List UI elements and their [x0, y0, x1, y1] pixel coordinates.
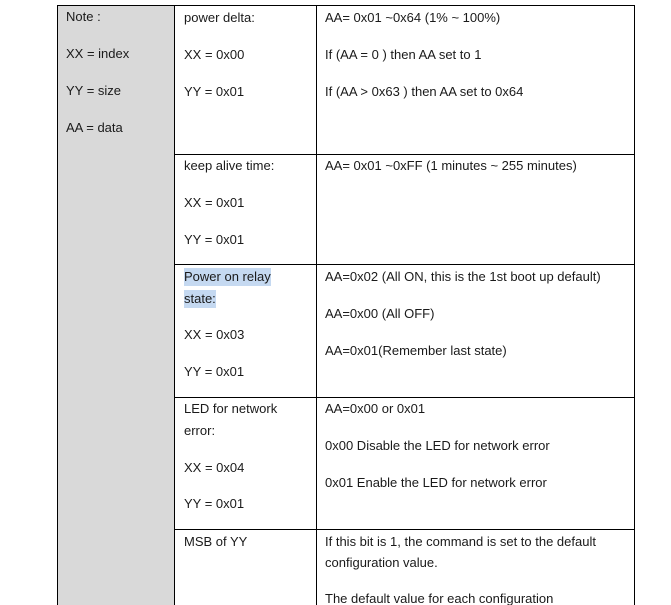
desc-lower-bound: If (AA = 0 ) then AA set to 1 — [325, 47, 482, 62]
desc-disable: 0x00 Disable the LED for network error — [325, 438, 550, 453]
column-divider — [316, 5, 317, 605]
desc-all-on: AA=0x02 (All ON, this is the 1st boot up default) — [325, 269, 601, 284]
param-index: XX = 0x04 — [184, 460, 245, 475]
param-msb-of-yy: MSB of YY — [184, 534, 248, 549]
desc-range: AA= 0x01 ~0x64 (1% ~ 100%) — [325, 10, 501, 25]
param-size: YY = 0x01 — [184, 84, 245, 99]
row-divider — [175, 397, 635, 398]
table-top-border — [57, 5, 635, 6]
desc-range: AA= 0x01 ~0xFF (1 minutes ~ 255 minutes) — [325, 158, 577, 173]
note-size-definition: YY = size — [66, 83, 122, 98]
desc-default-value: The default value for each configuration — [325, 591, 554, 605]
note-title: Note : — [66, 9, 101, 24]
param-power-on-relay-state-cont: state: — [184, 291, 216, 306]
param-keep-alive-time: keep alive time: — [184, 158, 275, 173]
desc-enable: 0x01 Enable the LED for network error — [325, 475, 547, 490]
param-size: YY = 0x01 — [184, 232, 245, 247]
param-index: XX = 0x03 — [184, 327, 245, 342]
param-led-network-error-cont: error: — [184, 423, 216, 438]
desc-all-off: AA=0x00 (All OFF) — [325, 306, 435, 321]
desc-remember-last: AA=0x01(Remember last state) — [325, 343, 507, 358]
row-divider — [175, 154, 635, 155]
desc-default-flag-cont: configuration value. — [325, 555, 438, 570]
param-size: YY = 0x01 — [184, 496, 245, 511]
param-size: YY = 0x01 — [184, 364, 245, 379]
table-right-border — [634, 5, 635, 605]
note-index-definition: XX = index — [66, 46, 130, 61]
note-column — [57, 5, 175, 605]
param-led-network-error: LED for network — [184, 401, 278, 416]
row-divider — [175, 264, 635, 265]
param-index: XX = 0x01 — [184, 195, 245, 210]
desc-values: AA=0x00 or 0x01 — [325, 401, 426, 416]
note-data-definition: AA = data — [66, 120, 123, 135]
desc-upper-bound: If (AA > 0x63 ) then AA set to 0x64 — [325, 84, 524, 99]
desc-default-flag: If this bit is 1, the command is set to the default — [325, 534, 596, 549]
param-power-on-relay-state: Power on relay — [184, 269, 271, 284]
row-divider — [175, 529, 635, 530]
param-index: XX = 0x00 — [184, 47, 245, 62]
param-power-delta: power delta: — [184, 10, 255, 25]
